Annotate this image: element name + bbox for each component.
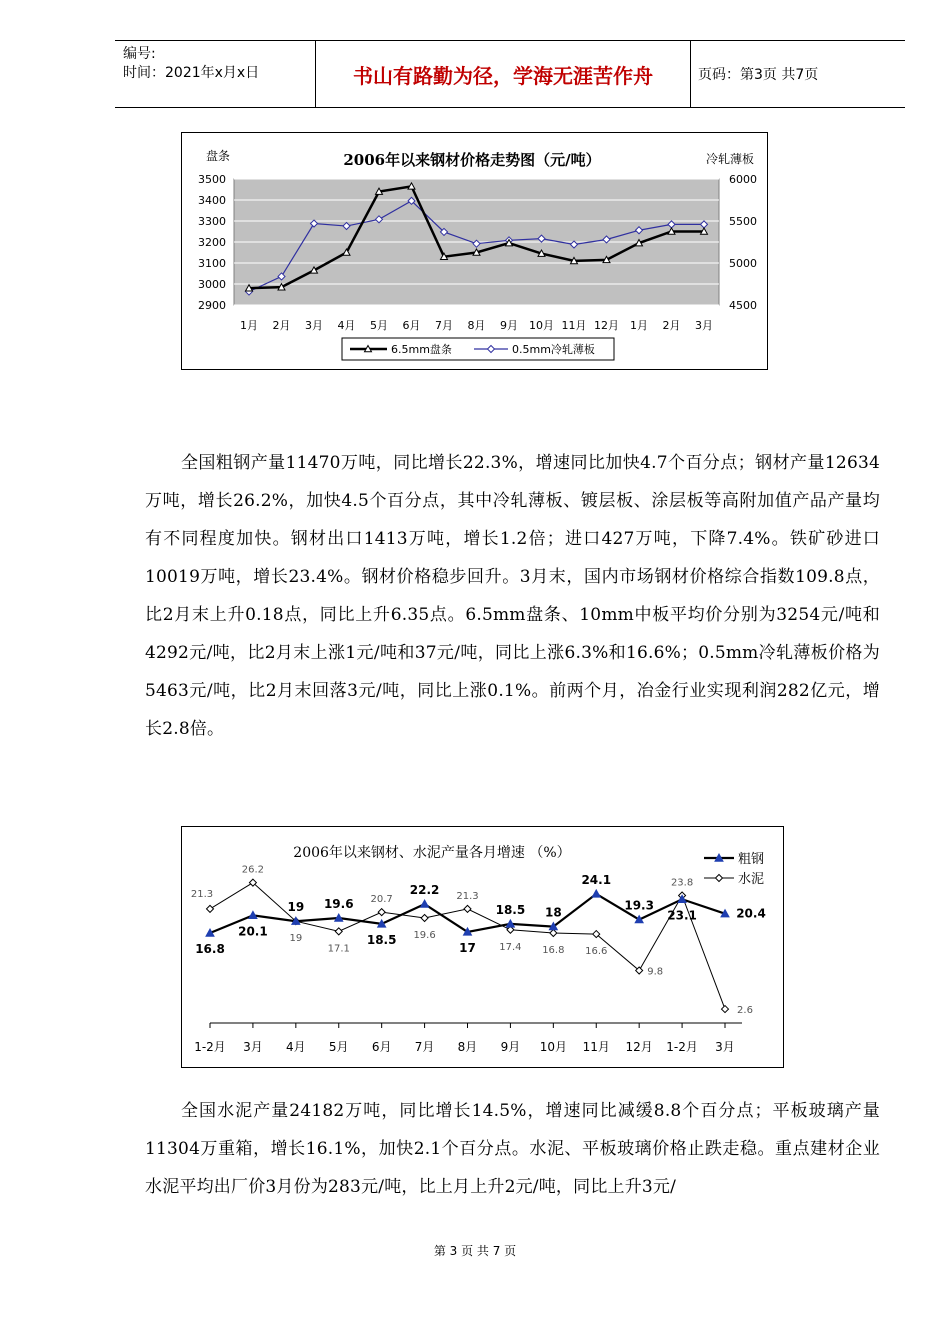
x-tick-label: 11月 — [561, 319, 587, 332]
page-footer: 第 3 页 共 7 页 — [433, 1244, 517, 1258]
page-number-label: 页码：第3页 共7页 — [698, 67, 819, 83]
x-tick-label: 5月 — [370, 319, 388, 332]
right-tick-label: 5000 — [729, 257, 757, 270]
x-tick-label: 6月 — [371, 1040, 392, 1054]
x-tick-label: 4月 — [286, 1040, 306, 1054]
data-label-crude-steel: 24.1 — [581, 872, 612, 887]
x-tick-label: 3月 — [305, 319, 323, 332]
number-label: 编号: — [123, 46, 156, 62]
data-label-crude-steel: 19.3 — [624, 898, 654, 913]
right-tick-label: 5500 — [729, 215, 757, 228]
time-label: 时间：2021年x月x日 — [123, 65, 260, 81]
paragraph-steel: 全国粗钢产量11470万吨，同比增长22.3%，增速同比加快4.7个百分点；钢材产量12634万吨，增长26.2%，加快4.5个百分点，其中冷轧薄板、镀层板、涂层板等高附加值产品产量均有不同程度加快。钢材出口1413万吨，增长1.2倍；进口427万吨，下降7.4%。铁矿砂进口10019万吨，增长23.4%。钢材价格稳步回升。3月末，国内市场钢材价格综合指数109.8点，比2月末上升0.18点，同比上升6.35点。6.5mm盘条、10mm中板平均价分别为3254元/吨和4292元/吨，比2月末上涨1元/吨和37元/吨，同比上涨6.3%和16.6%；0.5mm冷轧薄板价格为5463元/吨，比2月末回落3元/吨，同比上涨0.1%。前两个月，冶金行业实现利润282亿元，增长2.8倍。 — [145, 453, 880, 739]
data-label-crude-steel: 16.8 — [195, 942, 225, 956]
price-trend-chart — [181, 132, 768, 370]
left-tick-label: 3200 — [198, 236, 226, 249]
right-tick-label: 4500 — [729, 299, 757, 312]
x-tick-label: 8月 — [457, 1040, 478, 1054]
chart-title: 2006年以来钢材价格走势图（元/吨） — [343, 151, 601, 169]
header-motto-cell — [315, 41, 691, 107]
x-tick-label: 8月 — [467, 319, 486, 332]
x-tick-label: 7月 — [435, 319, 453, 332]
data-label-cement: 26.2 — [241, 864, 265, 876]
data-label-crude-steel: 23.1 — [667, 908, 697, 923]
x-tick-label: 3月 — [695, 319, 713, 332]
data-label-crude-steel: 19 — [287, 900, 305, 915]
point-cement — [335, 928, 342, 935]
x-tick-label: 1月 — [630, 319, 648, 332]
x-tick-label: 10月 — [529, 319, 554, 332]
data-label-cement: 16.6 — [585, 946, 608, 958]
x-tick-label: 2月 — [662, 319, 681, 332]
data-label-cement: 23.8 — [670, 877, 694, 889]
data-label-cement: 21.3 — [456, 890, 479, 902]
x-tick-label: 12月 — [594, 319, 619, 332]
x-tick-label: 12月 — [625, 1040, 653, 1054]
point-cement — [464, 905, 471, 912]
x-tick-label: 9月 — [500, 319, 518, 332]
data-label-cement: 17.1 — [327, 943, 350, 955]
x-tick-label: 1月 — [240, 319, 258, 332]
x-tick-label: 10月 — [539, 1040, 567, 1054]
left-tick-label: 3500 — [198, 173, 226, 186]
right-axis-title: 冷轧薄板 — [706, 152, 755, 166]
chart-title: 2006年以来钢材、水泥产量各月增速 （%） — [293, 845, 571, 861]
data-label-cement: 19.6 — [413, 930, 436, 941]
data-label-cement: 19 — [289, 933, 303, 945]
legend-marker-cement — [716, 875, 723, 882]
growth-rate-chart-svg — [182, 827, 783, 1067]
data-label-crude-steel: 20.4 — [736, 906, 766, 921]
legend-label-crude-steel: 粗钢 — [738, 852, 765, 867]
x-tick-label: 5月 — [328, 1040, 349, 1054]
left-tick-label: 3300 — [198, 215, 226, 228]
x-tick-label: 7月 — [414, 1040, 435, 1054]
data-label-cement: 21.3 — [190, 888, 214, 900]
data-label-crude-steel: 22.2 — [409, 883, 440, 898]
right-tick-label: 6000 — [729, 173, 757, 186]
data-label-crude-steel: 19.6 — [323, 897, 354, 911]
header-meta — [115, 41, 315, 107]
left-tick-label: 3100 — [198, 257, 226, 270]
data-label-crude-steel: 20.1 — [238, 924, 268, 939]
data-label-crude-steel: 18.5 — [495, 902, 526, 917]
data-label-crude-steel: 18 — [544, 905, 562, 920]
x-tick-label: 11月 — [582, 1040, 610, 1054]
legend-label-wire-rod: 6.5mm盘条 — [391, 343, 452, 356]
data-label-cement: 16.8 — [542, 945, 565, 956]
header-motto: 书山有路勤为径，学海无涯苦作舟 — [353, 63, 653, 88]
legend-label-cement: 水泥 — [738, 872, 765, 887]
x-tick-label: 3月 — [715, 1040, 735, 1054]
point-cement — [378, 909, 385, 916]
x-tick-label: 9月 — [500, 1040, 521, 1054]
data-label-cement: 20.7 — [370, 894, 393, 906]
page-header — [115, 40, 905, 108]
x-tick-label: 6月 — [402, 319, 421, 332]
data-label-cement: 9.8 — [647, 966, 664, 978]
x-tick-label: 1-2月 — [194, 1040, 226, 1054]
x-tick-label: 3月 — [243, 1040, 263, 1054]
data-label-cement: 17.4 — [499, 941, 522, 953]
x-tick-label: 1-2月 — [666, 1040, 698, 1054]
left-tick-label: 2900 — [198, 299, 226, 312]
price-trend-chart-svg — [182, 133, 767, 369]
data-label-cement: 2.6 — [737, 1005, 753, 1017]
point-crude-steel — [421, 900, 429, 907]
left-tick-label: 3400 — [198, 194, 226, 207]
data-label-crude-steel: 18.5 — [366, 932, 397, 947]
left-tick-label: 3000 — [198, 278, 226, 291]
point-cement — [207, 905, 214, 912]
point-crude-steel — [592, 890, 600, 897]
point-cement — [421, 915, 428, 922]
data-label-crude-steel: 17 — [459, 940, 476, 955]
legend-label-cold-rolled: 0.5mm冷轧薄板 — [512, 343, 595, 356]
point-cement — [722, 1006, 729, 1013]
x-tick-label: 4月 — [337, 319, 356, 332]
point-cement — [550, 930, 557, 937]
growth-rate-chart — [181, 826, 784, 1068]
left-axis-title: 盘条 — [206, 149, 231, 163]
x-tick-label: 2月 — [272, 319, 291, 332]
paragraph-cement: 全国水泥产量24182万吨，同比增长14.5%，增速同比减缓8.8个百分点；平板玻璃产量11304万重箱，增长16.1%，加快2.1个百分点。水泥、平板玻璃价格止跌走稳。重点建材企业水泥平均出厂价3月份为283元/吨，比上月上升2元/吨，同比上升3元/ — [145, 1101, 880, 1197]
